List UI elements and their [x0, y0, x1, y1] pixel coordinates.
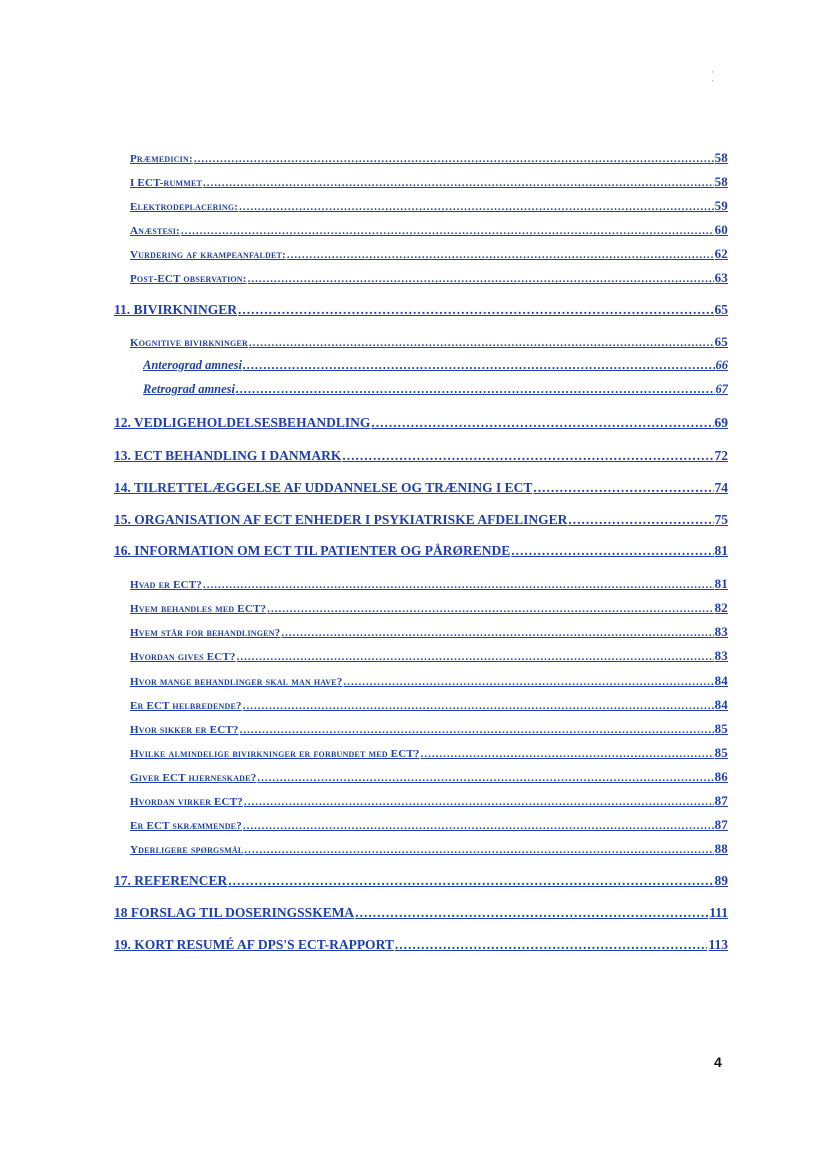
toc-leader-dots — [421, 748, 714, 760]
toc-entry-label: Post-ECT observation: — [130, 273, 247, 285]
toc-page-number: 58 — [714, 150, 728, 165]
toc-page-number: 72 — [714, 448, 728, 463]
toc-entry-label: 12. VEDLIGEHOLDELSESBEHANDLING — [114, 415, 371, 430]
toc-page-number: 74 — [714, 480, 728, 495]
toc-leader-dots — [243, 700, 714, 712]
toc-leader-dots — [568, 512, 713, 528]
toc-leader-dots — [267, 603, 713, 615]
toc-page-number: 60 — [714, 222, 728, 237]
toc-leader-dots — [239, 201, 713, 213]
toc-leader-dots — [244, 844, 713, 856]
toc-entry-anaestesi[interactable] — [130, 222, 728, 238]
toc-page-number: 87 — [714, 793, 728, 808]
toc-entry-ect-rummet[interactable] — [130, 174, 728, 190]
toc-entry-label: Er ECT helbredende? — [130, 700, 242, 712]
toc-entry-hvordan-virker[interactable] — [130, 793, 728, 809]
toc-page-number: 113 — [708, 937, 728, 952]
toc-page-number: 59 — [714, 198, 728, 213]
toc-entry-praemedicin[interactable] — [130, 150, 728, 166]
toc-page-number: 66 — [715, 358, 728, 372]
toc-leader-dots — [237, 651, 714, 663]
toc-entry-label: Hvor sikker er ECT? — [130, 724, 239, 736]
toc-entry-label: 16. INFORMATION OM ECT TIL PATIENTER OG PÅRØRENDE — [114, 543, 511, 558]
toc-page-number: 83 — [714, 624, 728, 639]
toc-chapter-19-resume[interactable] — [114, 937, 728, 953]
toc-entry-label: Hvad er ECT? — [130, 579, 202, 591]
toc-entry-label: I ECT-rummet — [130, 177, 203, 189]
toc-page-number: 83 — [714, 648, 728, 663]
toc-entry-label: Yderligere spørgsmål — [130, 844, 244, 856]
toc-leader-dots — [194, 153, 714, 165]
toc-page-number: 81 — [714, 576, 728, 591]
toc-leader-dots — [228, 873, 713, 889]
toc-entry-label: 14. TILRETTELÆGGELSE AF UDDANNELSE OG TRÆNING I ECT — [114, 480, 533, 495]
toc-entry-hvem-staar-for[interactable] — [130, 624, 728, 640]
toc-page-number: 88 — [714, 841, 728, 856]
toc-page-number: 84 — [714, 673, 728, 688]
toc-entry-label: Vurdering af krampeanfaldet: — [130, 249, 286, 261]
toc-page-number: 75 — [714, 512, 728, 527]
toc-page-number: 67 — [715, 382, 728, 396]
toc-entry-label: Hvordan virker ECT? — [130, 796, 243, 808]
toc-chapter-15-organisation[interactable] — [114, 512, 728, 528]
toc-leader-dots — [248, 273, 714, 285]
toc-entry-label: Anterograd amnesi — [143, 358, 242, 372]
toc-chapter-12-vedligeholdelse[interactable] — [114, 415, 728, 431]
toc-entry-label: 19. KORT RESUMÉ AF DPS'S ECT-RAPPORT — [114, 937, 394, 952]
toc-page-number: 85 — [714, 721, 728, 736]
toc-entry-label: Hvem står for behandlingen? — [130, 627, 281, 639]
toc-entry-label: 15. ORGANISATION AF ECT ENHEDER I PSYKIATRISKE AFDELINGER — [114, 512, 568, 527]
toc-page-number: 65 — [714, 302, 728, 317]
toc-entry-hvordan-gives[interactable] — [130, 648, 728, 664]
toc-chapter-18-doseringsskema[interactable] — [114, 905, 728, 921]
toc-page-number: 84 — [714, 697, 728, 712]
toc-leader-dots — [342, 448, 713, 464]
toc-leader-dots — [511, 543, 713, 559]
toc-page-number: 58 — [714, 174, 728, 189]
toc-chapter-13-ect-danmark[interactable] — [114, 448, 728, 464]
toc-entry-label: Retrograd amnesi — [143, 382, 236, 396]
toc-entry-post-ect-observation[interactable] — [130, 270, 728, 286]
toc-page-number: 85 — [714, 745, 728, 760]
toc-chapter-16-information[interactable] — [114, 543, 728, 559]
toc-entry-hvem-behandles[interactable] — [130, 600, 728, 616]
toc-entry-label: 11. BIVIRKNINGER — [114, 302, 238, 317]
toc-leader-dots — [371, 415, 713, 431]
toc-page-number: 86 — [714, 769, 728, 784]
toc-leader-dots — [281, 627, 713, 639]
toc-leader-dots — [343, 676, 713, 688]
toc-leader-dots — [203, 177, 714, 189]
toc-entry-label: Hvor mange behandlinger skal man have? — [130, 676, 343, 688]
toc-page-number: 69 — [714, 415, 728, 430]
toc-entry-label: Er ECT skræmmende? — [130, 820, 242, 832]
toc-entry-hvor-mange[interactable] — [130, 673, 728, 689]
toc-entry-label: Giver ECT hjerneskade? — [130, 772, 257, 784]
toc-entry-skraemmende[interactable] — [130, 817, 728, 833]
toc-entry-label: 17. REFERENCER — [114, 873, 228, 888]
toc-entry-vurdering-krampeanfald[interactable] — [130, 246, 728, 262]
toc-page-number: 63 — [714, 270, 728, 285]
toc-entry-label: Anæstesi: — [130, 225, 180, 237]
toc-entry-hjerneskade[interactable] — [130, 769, 728, 785]
toc-leader-dots — [181, 225, 714, 237]
toc-entry-label: Præmedicin: — [130, 153, 193, 165]
toc-entry-yderligere-spoergsmaal[interactable] — [130, 841, 728, 857]
toc-entry-label: 13. ECT BEHANDLING I DANMARK — [114, 448, 342, 463]
toc-entry-retrograd-amnesi[interactable] — [143, 382, 728, 397]
toc-page-number: 82 — [714, 600, 728, 615]
toc-leader-dots — [287, 249, 714, 261]
toc-leader-dots — [243, 358, 715, 373]
toc-page-number: 89 — [714, 873, 728, 888]
toc-chapter-14-uddannelse[interactable] — [114, 480, 728, 496]
toc-entry-elektrodeplacering[interactable] — [130, 198, 728, 214]
toc-page-number: 81 — [714, 543, 728, 558]
toc-entry-hvilke-bivirkninger[interactable] — [130, 745, 728, 761]
toc-entry-anterograd-amnesi[interactable] — [143, 358, 728, 373]
toc-entry-label: 18 FORSLAG TIL DOSERINGSSKEMA — [114, 905, 355, 920]
toc-page-number: 62 — [714, 246, 728, 261]
scan-marks: ' ' — [712, 70, 754, 88]
toc-leader-dots — [203, 579, 714, 591]
toc-leader-dots — [244, 796, 714, 808]
toc-page-number: 87 — [714, 817, 728, 832]
toc-entry-label: Kognitive bivirkninger — [130, 337, 248, 349]
toc-entry-label: Hvem behandles med ECT? — [130, 603, 267, 615]
toc-leader-dots — [395, 937, 708, 953]
toc-leader-dots — [240, 724, 714, 736]
toc-entry-label: Hvordan gives ECT? — [130, 651, 236, 663]
page-number: 4 — [714, 1054, 722, 1070]
toc-leader-dots — [533, 480, 713, 496]
toc-leader-dots — [257, 772, 713, 784]
toc-leader-dots — [249, 337, 714, 349]
toc-entry-er-ect-helbredende[interactable] — [130, 697, 728, 713]
toc-entry-hvad-er-ect[interactable] — [130, 576, 728, 592]
toc-entry-hvor-sikker[interactable] — [130, 721, 728, 737]
toc-page-number: 111 — [709, 905, 728, 920]
toc-entry-label: Elektrodeplacering: — [130, 201, 239, 213]
toc-leader-dots — [238, 302, 713, 318]
toc-leader-dots — [355, 905, 708, 921]
toc-entry-kognitive-bivirkninger[interactable] — [130, 334, 728, 350]
toc-chapter-11-bivirkninger[interactable] — [114, 302, 728, 318]
toc-leader-dots — [243, 820, 714, 832]
toc-entry-label: Hvilke almindelige bivirkninger er forbundet med ECT? — [130, 748, 420, 760]
toc-page-number: 65 — [714, 334, 728, 349]
toc-leader-dots — [236, 382, 714, 397]
toc-chapter-17-referencer[interactable] — [114, 873, 728, 889]
